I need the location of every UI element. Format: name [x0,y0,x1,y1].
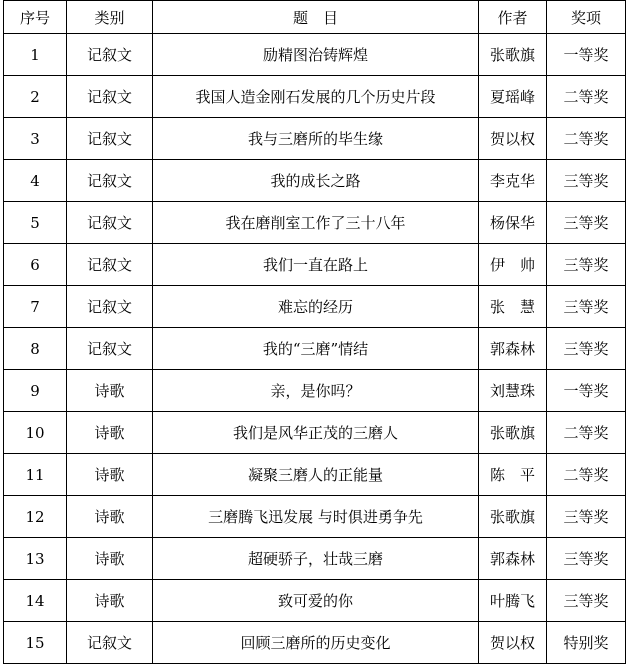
cell-category: 记叙文 [67,244,153,286]
table-row [4,496,626,538]
cell-title: 我们是风华正茂的三磨人 [153,412,479,454]
cell-title: 我在磨削室工作了三十八年 [153,202,479,244]
cell-title: 凝聚三磨人的正能量 [153,454,479,496]
cell-category: 记叙文 [67,328,153,370]
cell-category: 记叙文 [67,160,153,202]
cell-title: 难忘的经历 [153,286,479,328]
table-row [4,454,626,496]
cell-seq: 5 [4,202,67,244]
awards-table [3,0,626,664]
cell-award: 一等奖 [547,34,626,76]
cell-author: 张 慧 [479,286,547,328]
cell-seq: 4 [4,160,67,202]
table-row [4,118,626,160]
cell-author: 叶腾飞 [479,580,547,622]
cell-category: 记叙文 [67,202,153,244]
table-row [4,622,626,664]
cell-author: 伊 帅 [479,244,547,286]
cell-category: 诗歌 [67,496,153,538]
cell-award: 三等奖 [547,538,626,580]
cell-award: 三等奖 [547,580,626,622]
cell-category: 记叙文 [67,76,153,118]
table-row [4,160,626,202]
table-row [4,76,626,118]
header-award: 奖项 [547,1,626,34]
cell-seq: 14 [4,580,67,622]
cell-author: 夏瑶峰 [479,76,547,118]
cell-author: 郭森林 [479,328,547,370]
cell-seq: 7 [4,286,67,328]
header-title: 题 目 [153,1,479,34]
cell-seq: 15 [4,622,67,664]
cell-seq: 2 [4,76,67,118]
header-category: 类别 [67,1,153,34]
table-body [4,34,626,664]
cell-seq: 8 [4,328,67,370]
cell-award: 二等奖 [547,76,626,118]
cell-award: 三等奖 [547,286,626,328]
cell-seq: 1 [4,34,67,76]
cell-seq: 13 [4,538,67,580]
cell-title: 我与三磨所的毕生缘 [153,118,479,160]
cell-title: 我的“三磨”情结 [153,328,479,370]
cell-category: 诗歌 [67,454,153,496]
cell-award: 三等奖 [547,496,626,538]
cell-title: 励精图治铸辉煌 [153,34,479,76]
cell-award: 三等奖 [547,328,626,370]
table-row [4,244,626,286]
cell-category: 诗歌 [67,412,153,454]
table-row [4,286,626,328]
cell-category: 诗歌 [67,580,153,622]
cell-award: 三等奖 [547,244,626,286]
cell-award: 三等奖 [547,202,626,244]
cell-award: 二等奖 [547,454,626,496]
cell-award: 一等奖 [547,370,626,412]
cell-author: 贺以权 [479,118,547,160]
cell-seq: 3 [4,118,67,160]
cell-title: 致可爱的你 [153,580,479,622]
cell-author: 刘慧珠 [479,370,547,412]
cell-category: 记叙文 [67,286,153,328]
cell-author: 郭森林 [479,538,547,580]
cell-author: 贺以权 [479,622,547,664]
cell-title: 亲，是你吗？ [153,370,479,412]
cell-category: 记叙文 [67,34,153,76]
cell-author: 张歌旗 [479,34,547,76]
cell-seq: 9 [4,370,67,412]
cell-category: 记叙文 [67,622,153,664]
cell-award: 三等奖 [547,160,626,202]
cell-title: 我们一直在路上 [153,244,479,286]
header-seq: 序号 [4,1,67,34]
table-row [4,580,626,622]
cell-award: 特别奖 [547,622,626,664]
cell-title: 回顾三磨所的历史变化 [153,622,479,664]
cell-title: 我的成长之路 [153,160,479,202]
cell-author: 张歌旗 [479,496,547,538]
header-author: 作者 [479,1,547,34]
header-row [4,1,626,34]
cell-seq: 12 [4,496,67,538]
cell-award: 二等奖 [547,412,626,454]
cell-seq: 10 [4,412,67,454]
cell-category: 诗歌 [67,538,153,580]
table-row [4,370,626,412]
cell-author: 陈 平 [479,454,547,496]
cell-title: 我国人造金刚石发展的几个历史片段 [153,76,479,118]
table-row [4,34,626,76]
cell-category: 诗歌 [67,370,153,412]
cell-title: 超硬骄子，壮哉三磨 [153,538,479,580]
cell-author: 张歌旗 [479,412,547,454]
table-row [4,202,626,244]
cell-seq: 6 [4,244,67,286]
cell-seq: 11 [4,454,67,496]
cell-award: 二等奖 [547,118,626,160]
cell-category: 记叙文 [67,118,153,160]
table-row [4,412,626,454]
cell-title: 三磨腾飞迅发展 与时俱进勇争先 [153,496,479,538]
table-row [4,328,626,370]
table-row [4,538,626,580]
cell-author: 杨保华 [479,202,547,244]
cell-author: 李克华 [479,160,547,202]
